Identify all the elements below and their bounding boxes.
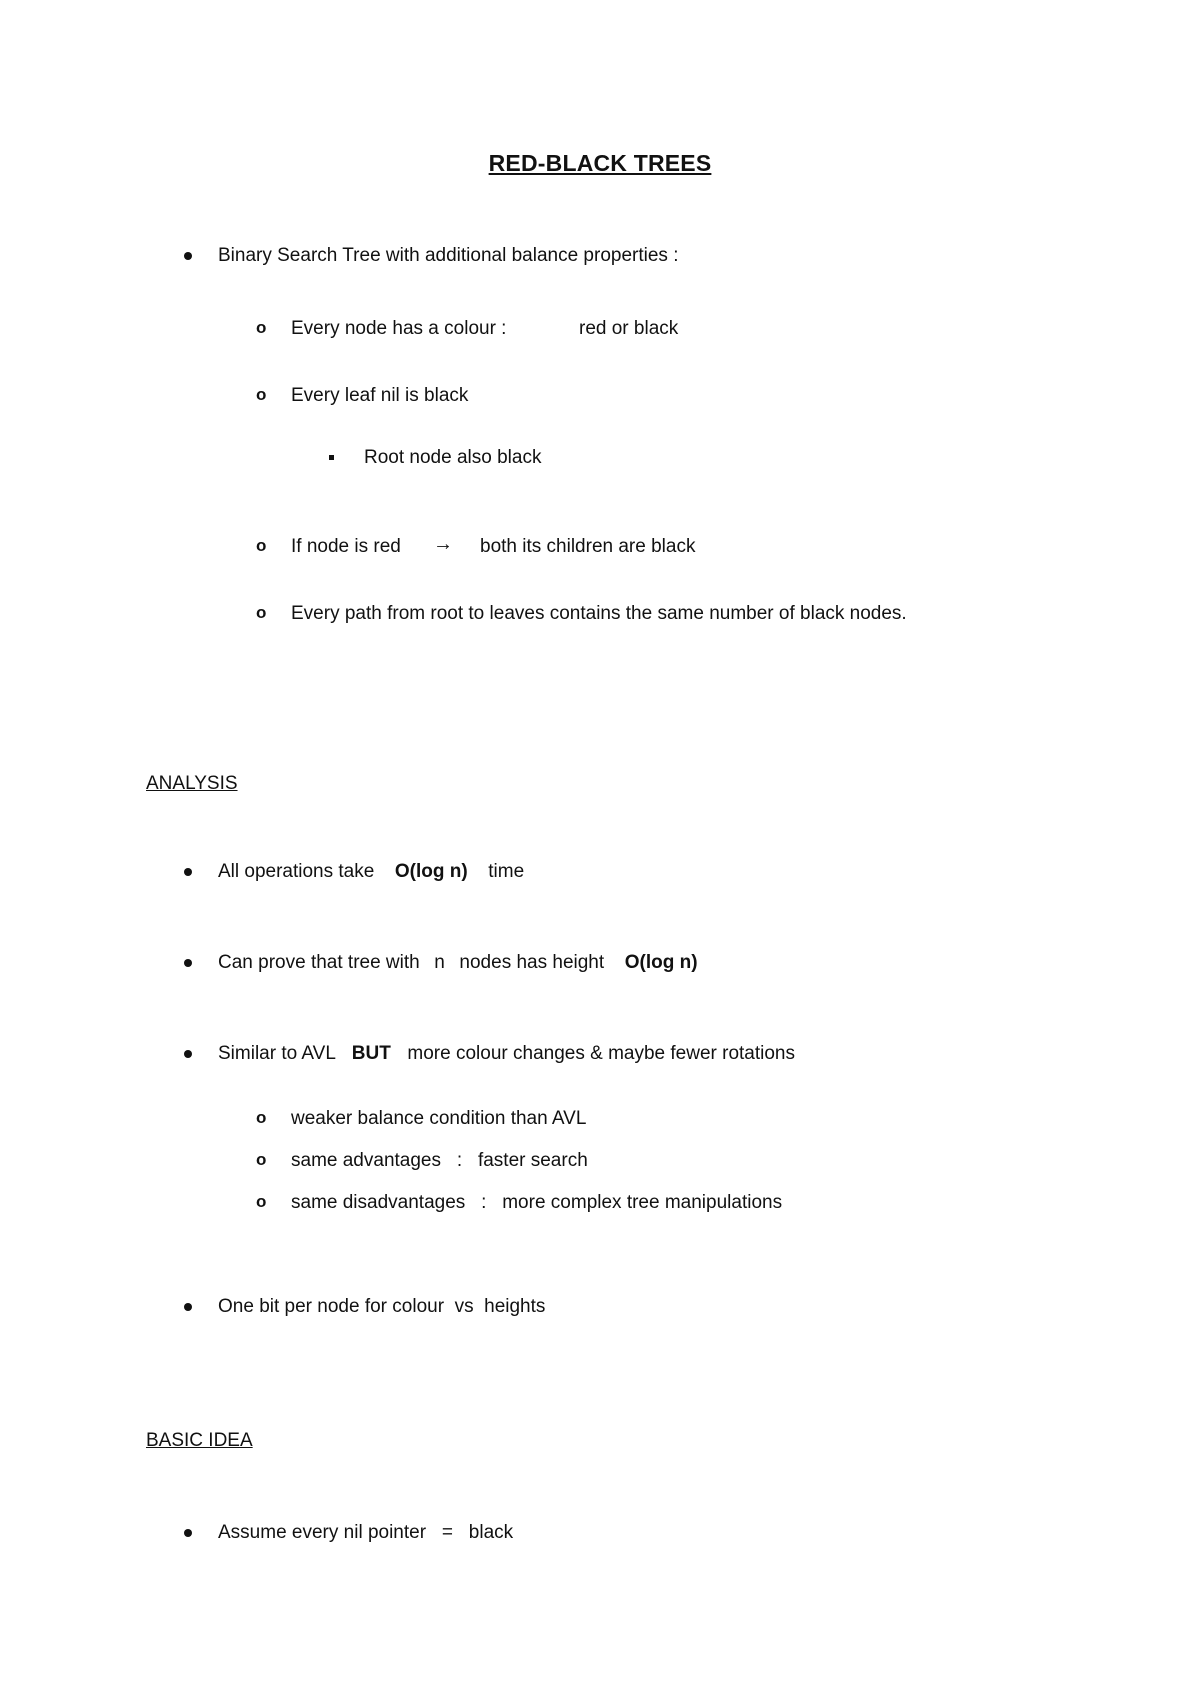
circle-bullet-icon: o bbox=[256, 1108, 267, 1127]
bullet-dot-icon bbox=[184, 252, 192, 260]
leaf-property-text: Every leaf nil is black bbox=[291, 385, 469, 406]
circle-bullet-icon: o bbox=[256, 1150, 267, 1169]
height-complexity: O(log n) bbox=[624, 952, 698, 973]
colour-property-value: red or black bbox=[579, 318, 679, 339]
page-title: RED-BLACK TREES bbox=[488, 150, 712, 176]
operations-post: time bbox=[488, 861, 525, 882]
height-bullet bbox=[218, 952, 698, 974]
red-rule-rhs: both its children are black bbox=[480, 536, 696, 557]
path-property-text: Every path from root to leaves contains the same number of black nodes. bbox=[291, 603, 907, 624]
similar-bullet bbox=[218, 1043, 795, 1065]
red-rule-lhs: If node is red bbox=[291, 536, 401, 557]
height-n: n bbox=[434, 952, 445, 973]
bullet-dot-icon bbox=[184, 1529, 192, 1537]
bullet-dot-icon bbox=[184, 1303, 192, 1311]
circle-bullet-icon: o bbox=[256, 1192, 267, 1211]
similar-pre: Similar to AVL bbox=[218, 1043, 336, 1064]
bullet-dot-icon bbox=[184, 959, 192, 967]
circle-bullet-icon: o bbox=[256, 603, 267, 622]
nil-pointer-bullet: Assume every nil pointer = black bbox=[218, 1522, 514, 1543]
height-mid: nodes has height bbox=[459, 952, 605, 973]
operations-bullet bbox=[218, 861, 524, 883]
sub-bullet-disadvantages: same disadvantages : more complex tree manipulations bbox=[291, 1192, 783, 1213]
bit-bullet-text: One bit per node for colour vs heights bbox=[218, 1296, 546, 1317]
circle-bullet-icon: o bbox=[256, 385, 267, 404]
square-bullet-icon bbox=[329, 455, 334, 460]
circle-bullet-icon: o bbox=[256, 318, 267, 337]
colour-property-label: Every node has a colour : bbox=[291, 318, 507, 339]
height-pre: Can prove that tree with bbox=[218, 952, 420, 973]
operations-pre: All operations take bbox=[218, 861, 375, 882]
operations-complexity: O(log n) bbox=[394, 861, 468, 882]
analysis-heading: ANALYSIS bbox=[146, 773, 238, 794]
basic-idea-heading: BASIC IDEA bbox=[146, 1430, 253, 1451]
root-property-text: Root node also black bbox=[364, 447, 542, 468]
right-arrow-icon: → bbox=[433, 533, 453, 555]
bullet-dot-icon bbox=[184, 868, 192, 876]
sub-bullet-weaker: weaker balance condition than AVL bbox=[291, 1108, 587, 1129]
bullet-dot-icon bbox=[184, 1050, 192, 1058]
sub-bullet-advantages: same advantages : faster search bbox=[291, 1150, 588, 1171]
intro-bullet-text: Binary Search Tree with additional balance properties : bbox=[218, 245, 679, 266]
similar-post: more colour changes & maybe fewer rotations bbox=[407, 1043, 795, 1064]
circle-bullet-icon: o bbox=[256, 536, 267, 555]
similar-but: BUT bbox=[351, 1043, 391, 1064]
